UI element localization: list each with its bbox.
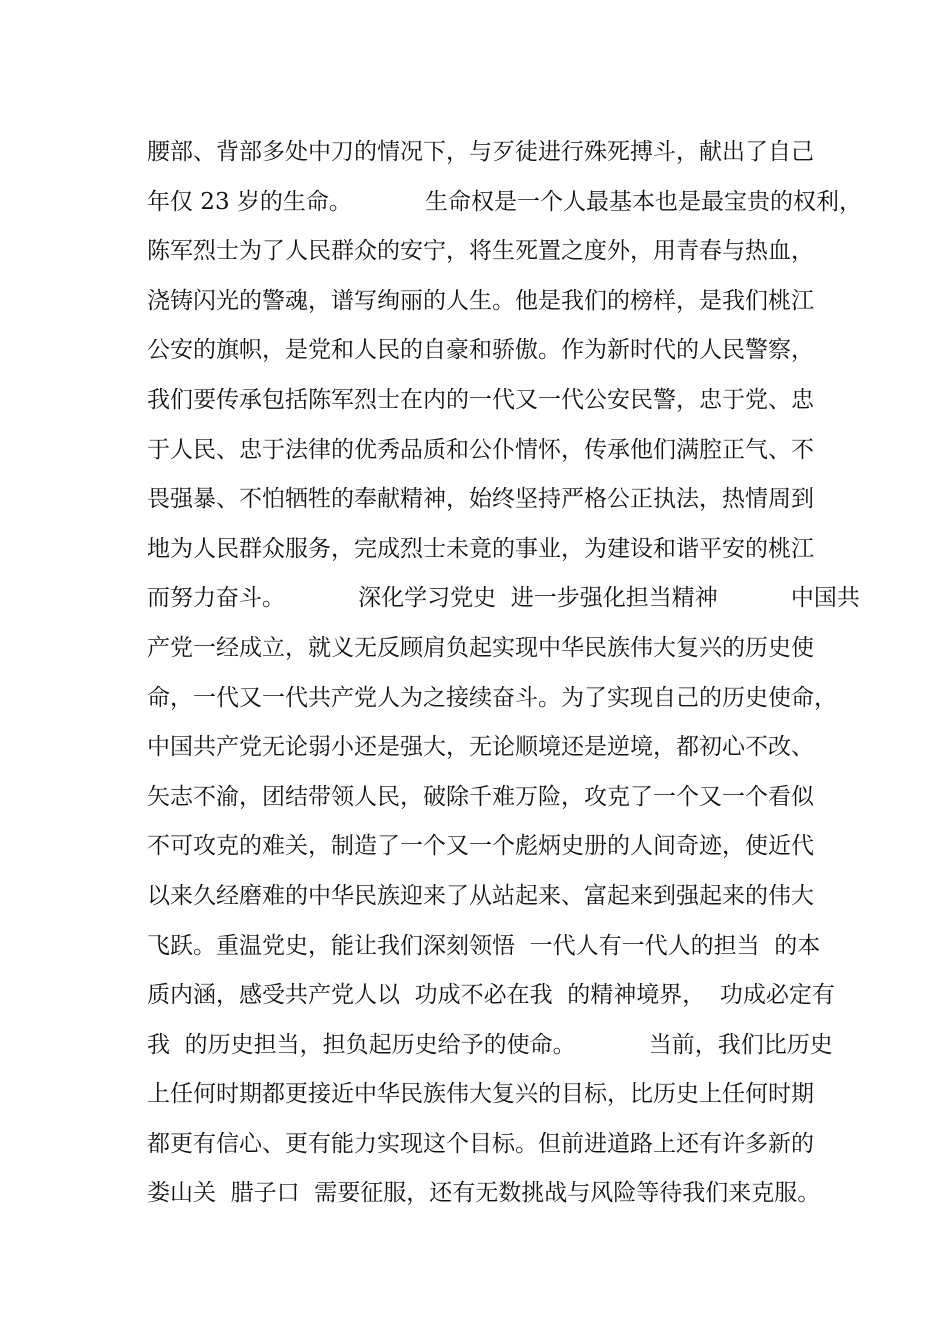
text-line: 飞跃。重温党史，能让我们深刻领悟 一代人有一代人的担当 的本 — [147, 932, 821, 959]
body-text — [147, 128, 862, 1219]
text-line: 不可攻克的难关，制造了一个又一个彪炳史册的人间奇迹，使近代 — [147, 833, 814, 860]
text-line: 我 的历史担当，担负起历史给予的使命。 当前，我们比历史 — [147, 1031, 833, 1058]
text-line: 腰部、背部多处中刀的情况下，与歹徒进行殊死搏斗，献出了自己 — [147, 139, 814, 165]
text-line: 以来久经磨难的中华民族迎来了从站起来、富起来到强起来的伟大 — [147, 882, 814, 909]
text-line: 质内涵，感受共产党人以 功成不必在我 的精神境界， 功成必定有 — [147, 982, 835, 1009]
text-line: 娄山关 腊子口 需要征服，还有无数挑战与风险等待我们来克服。 — [147, 1180, 821, 1207]
text-line: 于人民、忠于法律的优秀品质和公仆情怀，传承他们满腔正气、不 — [147, 436, 814, 463]
text-line: 中国共产党无论弱小还是强大，无论顺境还是逆境，都初心不改、 — [147, 734, 814, 761]
text-line: 公安的旗帜，是党和人民的自豪和骄傲。作为新时代的人民警察， — [147, 337, 814, 364]
text-line: 浇铸闪光的警魂，谱写绚丽的人生。他是我们的榜样，是我们桃江 — [147, 287, 814, 314]
text-line: 我们要传承包括陈军烈士在内的一代又一代公安民警，忠于党、忠 — [147, 386, 814, 413]
text-line: 矢志不渝，团结带领人民，破除千难万险，攻克了一个又一个看似 — [147, 783, 814, 810]
text-line: 陈军烈士为了人民群众的安宁，将生死置之度外，用青春与热血， — [147, 238, 814, 265]
text-line: 畏强暴、不怕牺牲的奉献精神，始终坚持严格公正执法，热情周到 — [147, 486, 814, 513]
text-line: 命，一代又一代共产党人为之接续奋斗。为了实现自己的历史使命， — [147, 684, 837, 711]
text-line: 上任何时期都更接近中华民族伟大复兴的目标，比历史上任何时期 — [147, 1081, 814, 1108]
text-line: 都更有信心、更有能力实现这个目标。但前进道路上还有许多新的 — [147, 1130, 814, 1157]
text-line: 年仅 23 岁的生命。 生命权是一个人最基本也是最宝贵的权利， — [147, 188, 862, 215]
text-line: 而努力奋斗。 深化学习党史 进一步强化担当精神 中国共 — [147, 585, 860, 612]
text-line: 产党一经成立，就义无反顾肩负起实现中华民族伟大复兴的历史使 — [147, 634, 814, 661]
text-line: 地为人民群众服务，完成烈士未竟的事业，为建设和谐平安的桃江 — [147, 535, 814, 562]
